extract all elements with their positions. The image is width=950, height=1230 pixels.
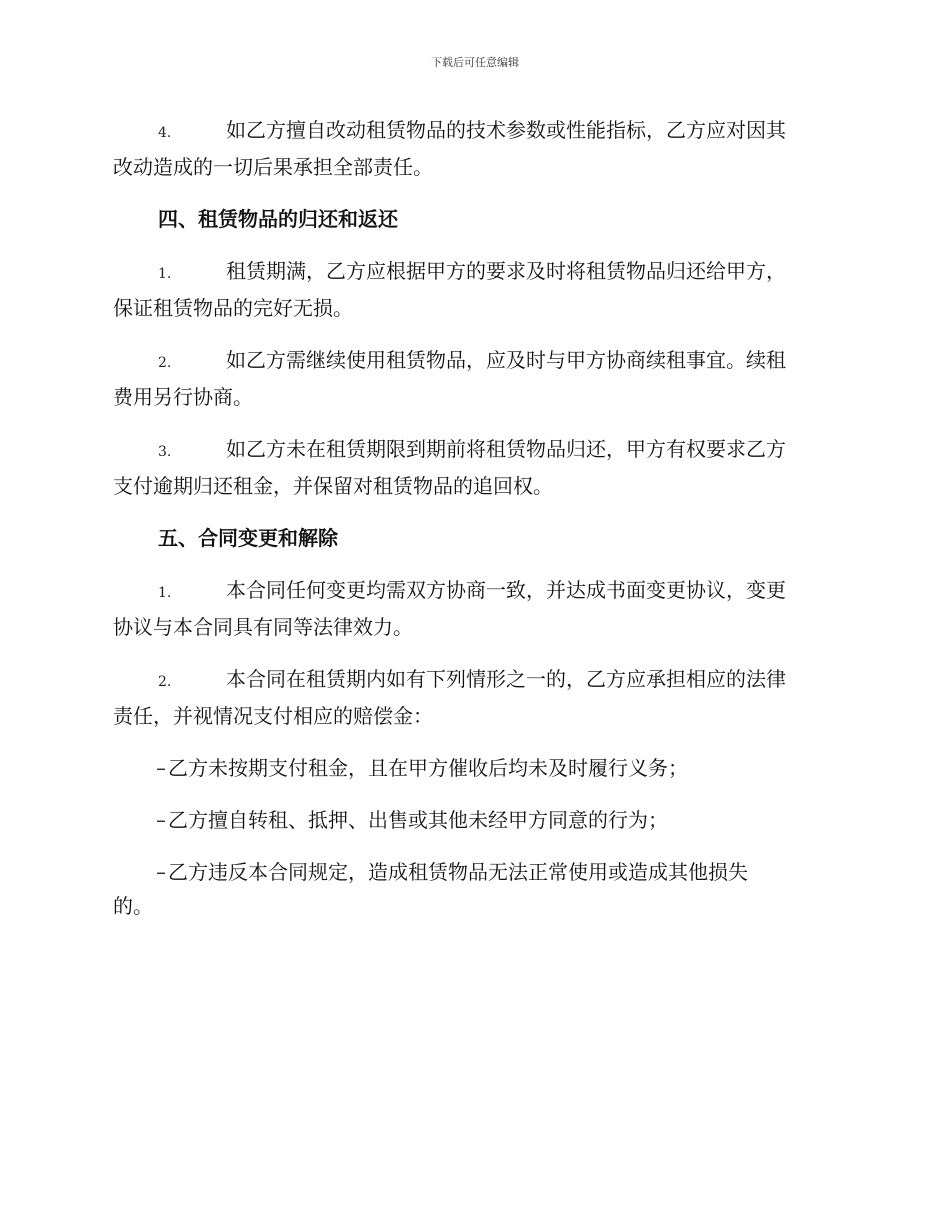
bullet-text: 乙方擅自转租、抵押、出售或其他未经甲方同意的行为； [168, 808, 668, 832]
clause-item-4 [113, 113, 836, 184]
list-item-bullet-1 [113, 751, 836, 785]
clause-number: 4. [158, 125, 172, 141]
bullet-dash: – [156, 756, 166, 780]
section-heading-5: 五、合同变更和解除 [158, 526, 338, 550]
clause-text-first-line: 本合同在租赁期内如有下列情形之一的，乙方应承担相应的法律 [226, 667, 786, 691]
list-item-bullet-3 [113, 855, 836, 923]
section5-item-1 [113, 573, 836, 644]
clause-number: 2. [158, 355, 172, 371]
bullet-text-continuation: 的。 [113, 894, 153, 918]
bullet-text: 乙方违反本合同规定，造成租赁物品无法正常使用或造成其他损失 [168, 860, 748, 884]
clause-number: 3. [158, 444, 172, 460]
document-body [113, 113, 836, 941]
clause-text-continuation: 改动造成的一切后果承担全部责任。 [113, 155, 433, 179]
clause-text-continuation: 费用另行协商。 [113, 385, 253, 409]
section4-item-3 [113, 432, 836, 503]
section5-item-2 [113, 662, 836, 733]
clause-number: 2. [158, 674, 172, 690]
list-item-bullet-2 [113, 803, 836, 837]
clause-number: 1. [158, 585, 172, 601]
clause-text-continuation: 责任，并视情况支付相应的赔偿金： [113, 704, 433, 728]
clause-text-first-line: 租赁期满，乙方应根据甲方的要求及时将租赁物品归还给甲方， [226, 259, 786, 283]
bullet-text: 乙方未按期支付租金，且在甲方催收后均未及时履行义务； [168, 756, 688, 780]
clause-text-first-line: 如乙方未在租赁期限到期前将租赁物品归还，甲方有权要求乙方 [226, 437, 786, 461]
clause-text-first-line: 如乙方需继续使用租赁物品，应及时与甲方协商续租事宜。续租 [226, 348, 786, 372]
section-heading-4: 四、租赁物品的归还和返还 [158, 207, 398, 231]
bullet-dash: – [156, 808, 166, 832]
clause-text-continuation: 协议与本合同具有同等法律效力。 [113, 615, 413, 639]
section4-item-2 [113, 343, 836, 414]
clause-number: 1. [158, 266, 172, 282]
clause-text-continuation: 保证租赁物品的完好无损。 [113, 296, 353, 320]
clause-text-continuation: 支付逾期归还租金，并保留对租赁物品的追回权。 [113, 474, 553, 498]
bullet-dash: – [156, 860, 166, 884]
section4-item-1 [113, 254, 836, 325]
page-header-note: 下载后可任意编辑 [431, 56, 519, 69]
clause-text-first-line: 本合同任何变更均需双方协商一致，并达成书面变更协议，变更 [226, 578, 786, 602]
clause-text-first-line: 如乙方擅自改动租赁物品的技术参数或性能指标，乙方应对因其 [226, 118, 786, 142]
